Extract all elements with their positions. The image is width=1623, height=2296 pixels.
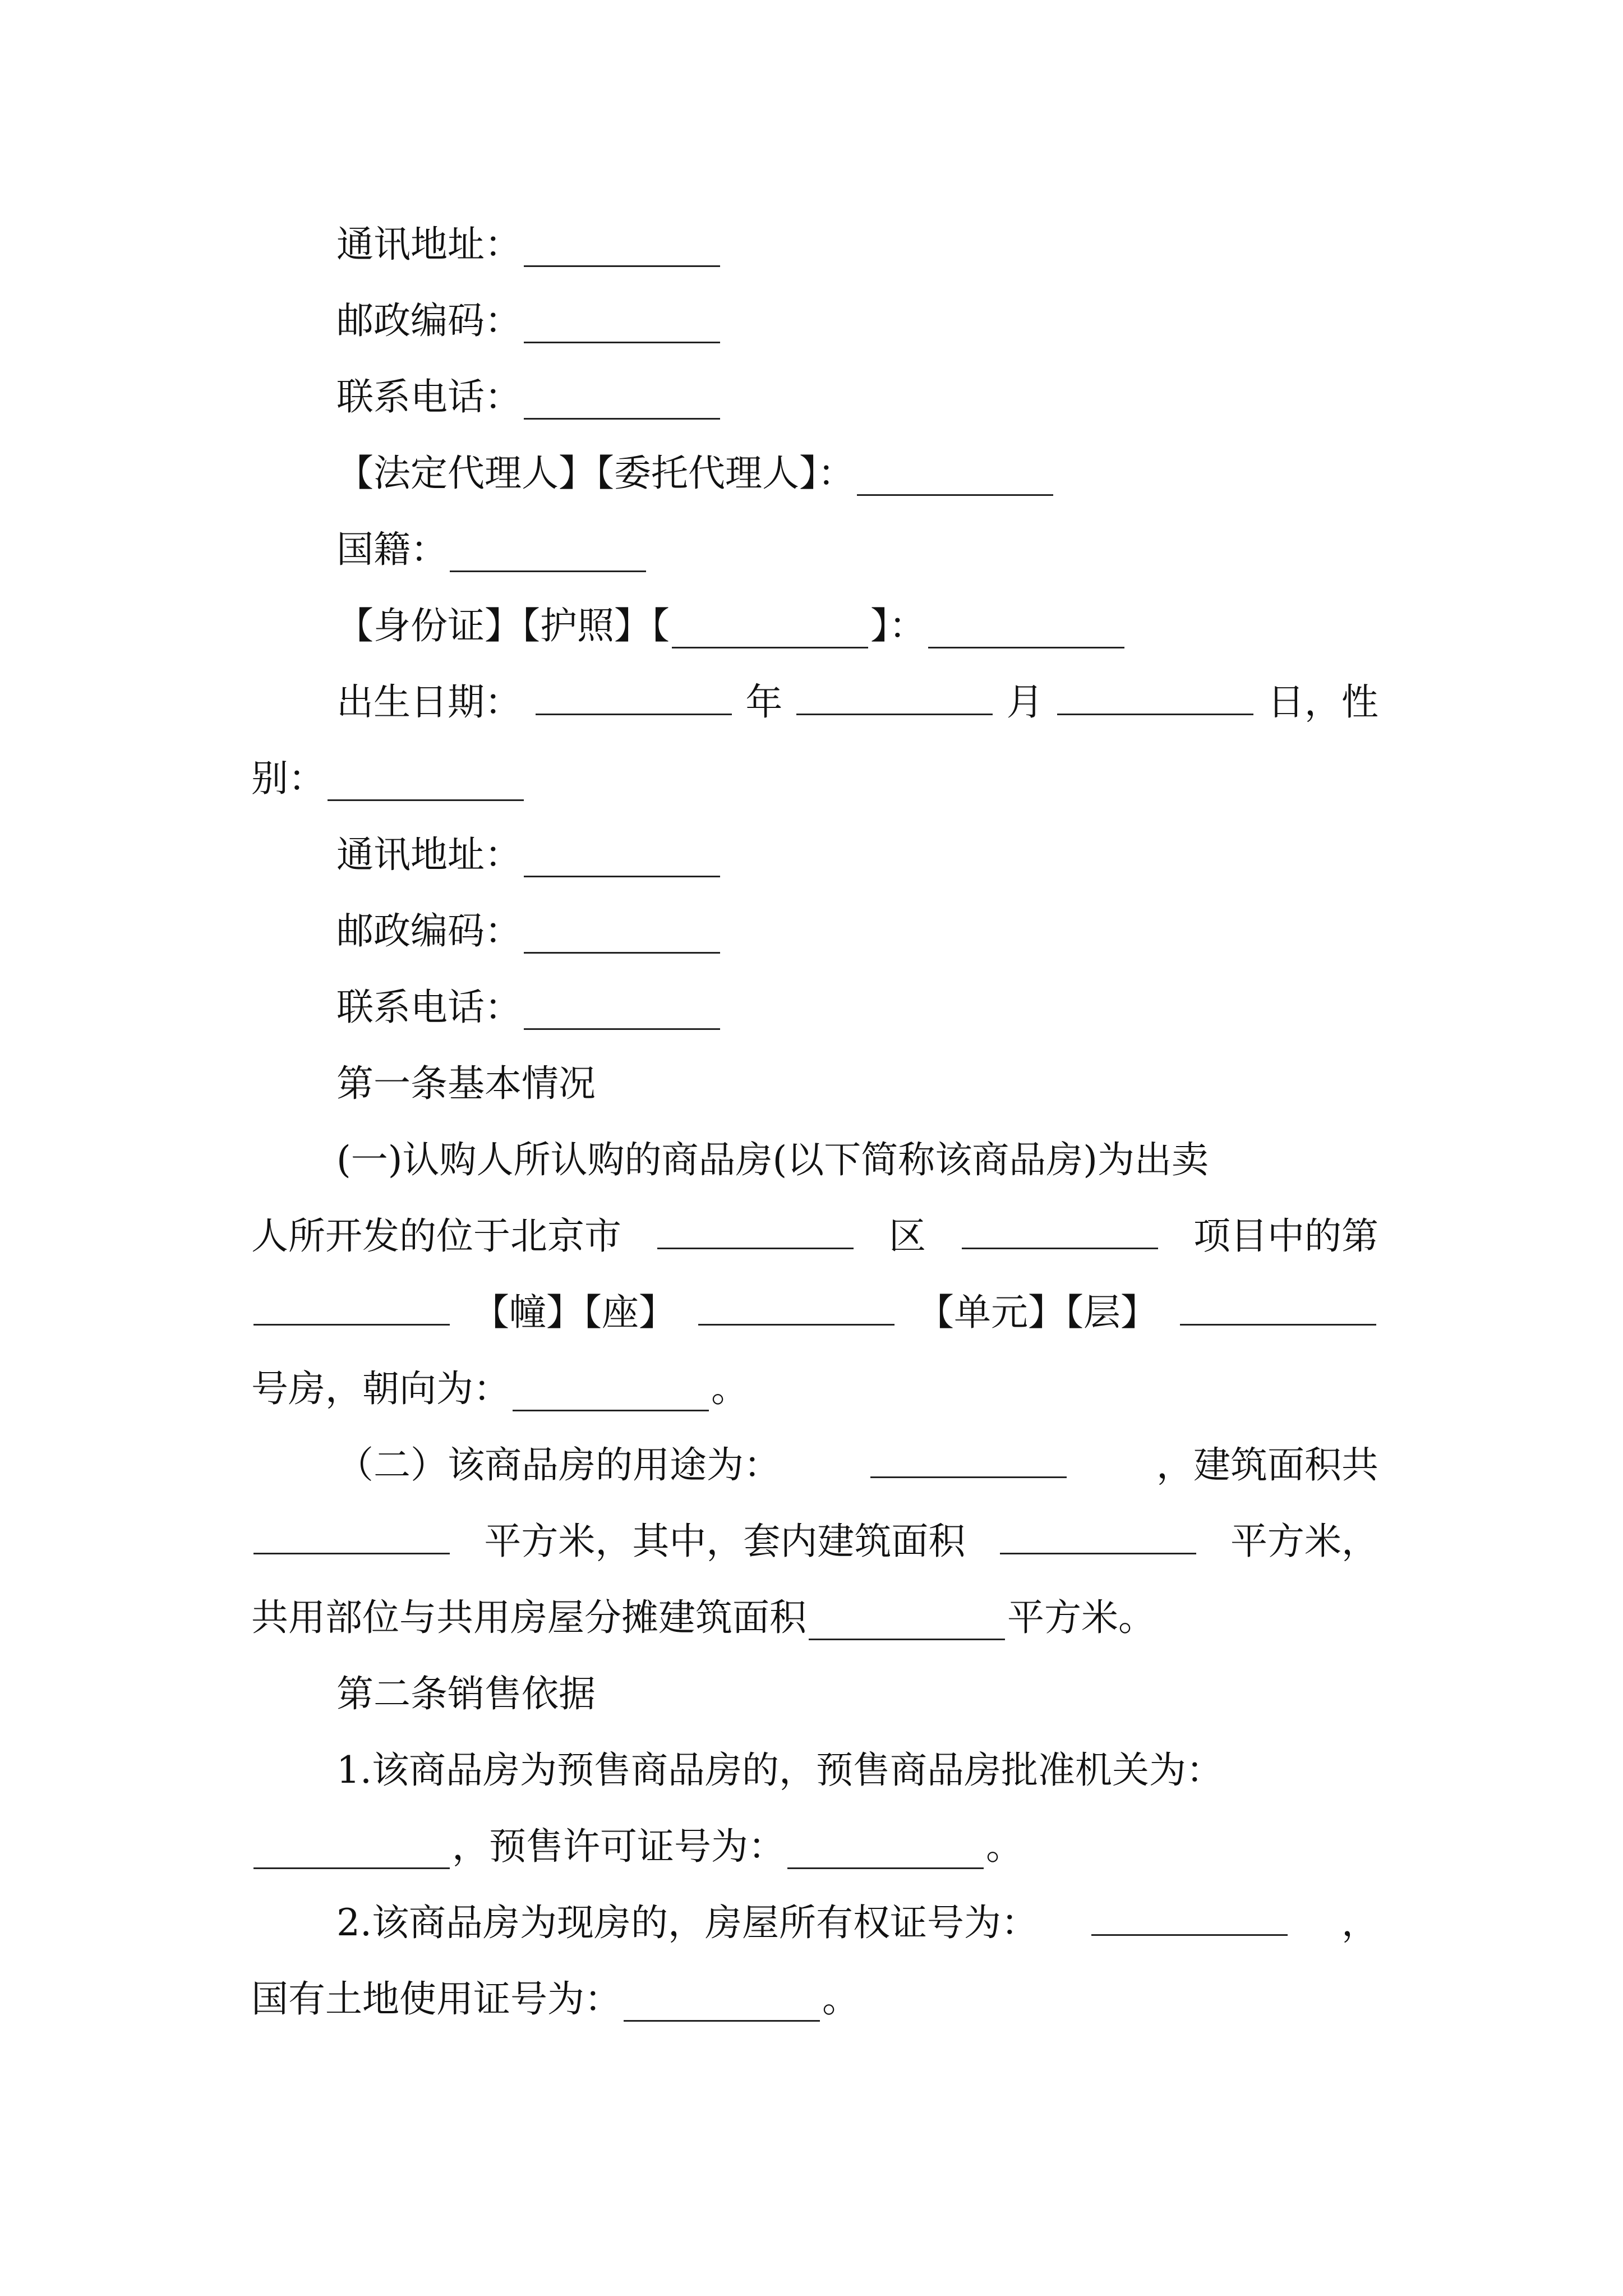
blank-field[interactable]	[253, 1834, 450, 1869]
section-heading	[336, 1061, 596, 1106]
para-line	[336, 222, 722, 267]
period: 。	[711, 1367, 748, 1410]
label-nationality: 国籍：	[336, 528, 448, 571]
para-line	[251, 1290, 1378, 1335]
blank-field[interactable]	[450, 537, 646, 572]
text-room-orientation: 号房，朝向为：	[251, 1367, 510, 1410]
period: 。	[822, 1977, 859, 2021]
blank-field[interactable]	[1000, 1519, 1196, 1554]
blank-field[interactable]	[1091, 1901, 1288, 1936]
para-line	[336, 298, 722, 343]
blank-field[interactable]	[524, 918, 720, 954]
article-1-title: 第一条基本情况	[336, 1062, 596, 1105]
blank-field[interactable]	[536, 680, 732, 715]
label-month: 月	[1006, 680, 1044, 724]
text-project: 项目中的第	[1193, 1214, 1378, 1258]
section-heading	[336, 1672, 596, 1717]
article-2-clause-1: 1.该商品房为预售商品房的，预售商品房批准机关为：	[336, 1749, 1223, 1792]
blank-field[interactable]	[1057, 680, 1253, 715]
blank-field[interactable]	[796, 680, 993, 715]
para-line	[336, 680, 1378, 725]
text-land-cert: 国有土地使用证号为：	[251, 1977, 621, 2021]
label-phone: 联系电话：	[336, 375, 522, 418]
blank-field[interactable]	[672, 613, 868, 648]
text-inner-area: 平方米，其中，套内建筑面积	[484, 1520, 966, 1563]
label-id-type-end: 】：	[870, 604, 926, 647]
para-line	[251, 1214, 1378, 1259]
label-birthdate: 出生日期：	[336, 680, 522, 724]
para-line	[336, 375, 722, 420]
blank-field[interactable]	[328, 766, 524, 801]
para-line	[336, 1748, 1378, 1793]
label-postcode: 邮政编码：	[336, 299, 522, 342]
blank-field[interactable]	[698, 1290, 895, 1326]
text-presale-permit: ，预售许可证号为：	[452, 1825, 785, 1868]
para-line	[336, 604, 1127, 648]
label-gender: 别：	[251, 757, 325, 800]
article-1-clause-2: （二）该商品房的用途为：	[336, 1443, 781, 1487]
blank-field[interactable]	[524, 232, 720, 267]
text-unit-floor: 【单元】【层】	[917, 1291, 1158, 1334]
comma: ，	[1341, 1901, 1378, 1944]
para-line	[336, 832, 722, 877]
blank-field[interactable]	[962, 1214, 1158, 1249]
blank-field[interactable]	[624, 1986, 820, 2022]
blank-field[interactable]	[513, 1376, 709, 1411]
label-address: 通讯地址：	[336, 223, 522, 266]
label-agent: 【法定代理人】【委托代理人】：	[336, 452, 855, 495]
text-district: 区	[889, 1214, 926, 1258]
blank-field[interactable]	[857, 461, 1053, 496]
text-location: 人所开发的位于北京市	[251, 1214, 621, 1258]
para-line	[336, 1138, 1378, 1182]
para-line	[251, 756, 526, 801]
label-id-type: 【身份证】【护照】【	[336, 604, 670, 647]
blank-field[interactable]	[928, 613, 1124, 648]
para-line	[251, 1824, 1023, 1869]
para-line	[336, 527, 648, 572]
blank-field[interactable]	[870, 1443, 1067, 1478]
para-line	[251, 1595, 1155, 1640]
blank-field[interactable]	[657, 1214, 854, 1249]
label-day-gender: 日，性	[1267, 680, 1378, 724]
para-line	[251, 1519, 1378, 1564]
para-line	[251, 1366, 748, 1411]
para-line	[251, 1977, 859, 2022]
blank-field[interactable]	[524, 995, 720, 1030]
label-address-2: 通讯地址：	[336, 833, 522, 876]
para-line	[336, 1443, 1378, 1488]
label-phone-2: 联系电话：	[336, 986, 522, 1029]
blank-field[interactable]	[787, 1834, 984, 1869]
blank-field[interactable]	[524, 384, 720, 420]
label-postcode-2: 邮政编码：	[336, 909, 522, 953]
article-1-clause-1: (一)认购人所认购的商品房(以下简称该商品房)为出卖	[336, 1138, 1209, 1181]
para-line	[336, 985, 722, 1030]
article-2-title: 第二条销售依据	[336, 1672, 596, 1715]
blank-field[interactable]	[1180, 1290, 1376, 1326]
para-line	[336, 1901, 1378, 1945]
label-year: 年	[745, 680, 783, 724]
text-shared-area: 共用部位与共用房屋分摊建筑面积	[251, 1596, 806, 1639]
blank-field[interactable]	[253, 1519, 450, 1554]
blank-field[interactable]	[253, 1290, 450, 1326]
text-building: 【幢】【座】	[472, 1291, 676, 1334]
blank-field[interactable]	[809, 1605, 1005, 1640]
article-2-clause-2: 2.该商品房为现房的，房屋所有权证号为：	[336, 1901, 1038, 1944]
para-line	[336, 909, 722, 954]
blank-field[interactable]	[524, 842, 720, 877]
period: 。	[986, 1825, 1023, 1868]
text-sqm: 平方米，	[1230, 1520, 1378, 1563]
text-total-area: ，建筑面积共	[1156, 1443, 1378, 1487]
text-sqm-end: 平方米。	[1007, 1596, 1155, 1639]
blank-field[interactable]	[524, 308, 720, 343]
para-line	[336, 451, 1055, 496]
